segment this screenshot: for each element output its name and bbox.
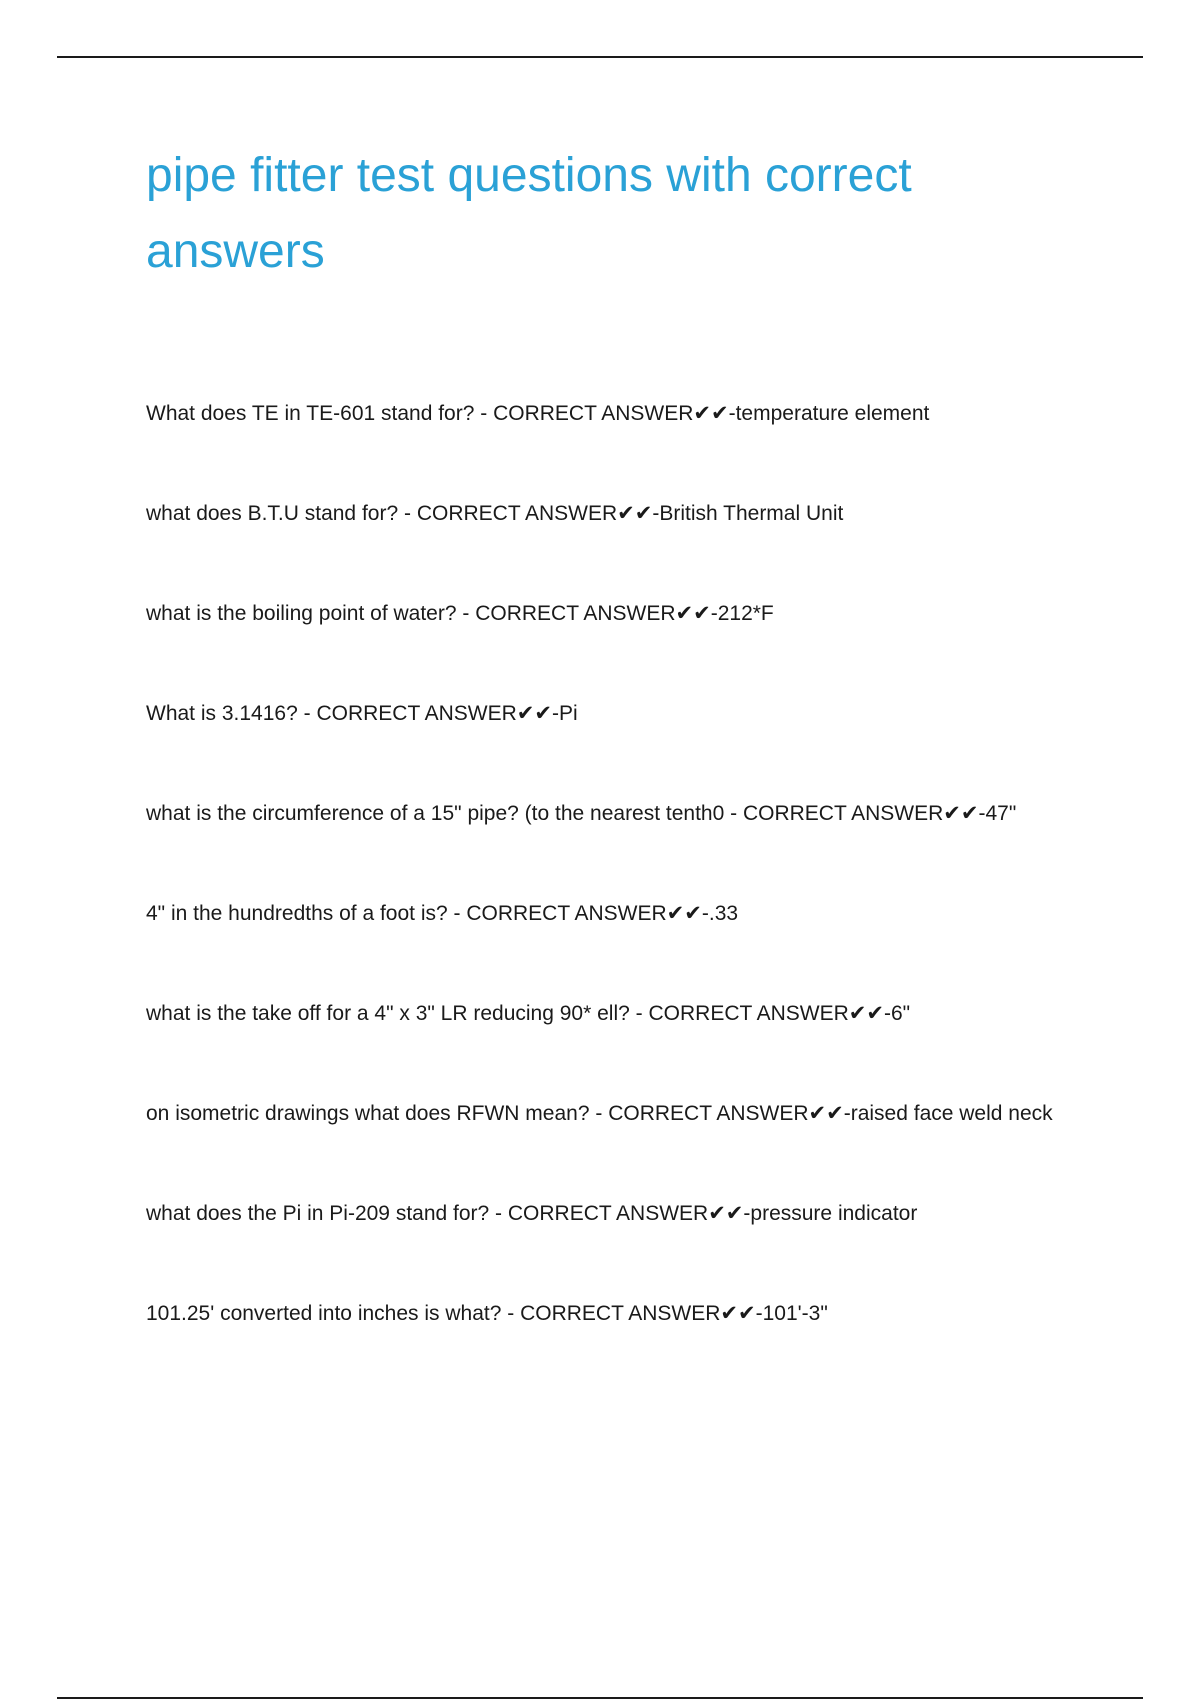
- answer-label: CORRECT ANSWER: [507, 1202, 709, 1225]
- qa-item: 101.25' converted into inches is what? - CORRECT ANSWER✔✔-101'-3": [146, 1302, 828, 1325]
- check-icon: ✔✔: [720, 1302, 756, 1325]
- qa-item: what does the Pi in Pi-209 stand for? - CORRECT ANSWER✔✔-pressure indicator: [146, 1202, 918, 1225]
- question-text: what is the take off for a 4" x 3" LR reducing 90* ell?: [146, 1002, 630, 1025]
- answer-label: CORRECT ANSWER: [475, 602, 676, 625]
- check-icon: ✔✔: [666, 902, 702, 925]
- qa-item: What is 3.1416? - CORRECT ANSWER✔✔-Pi: [146, 702, 578, 725]
- qa-item: what is the take off for a 4" x 3" LR reducing 90* ell? - CORRECT ANSWER✔✔-6": [146, 1002, 911, 1025]
- check-icon: ✔✔: [808, 1102, 844, 1125]
- answer-text: pressure indicator: [750, 1202, 918, 1225]
- question-text: what does B.T.U stand for?: [146, 502, 399, 525]
- qa-item: 4" in the hundredths of a foot is? - CORRECT ANSWER✔✔-.33: [146, 902, 739, 925]
- check-icon: ✔✔: [693, 402, 729, 425]
- answer-label: CORRECT ANSWER: [316, 702, 517, 725]
- check-icon: ✔✔: [516, 702, 552, 725]
- question-text: 4" in the hundredths of a foot is?: [146, 902, 448, 925]
- answer-text: temperature element: [735, 402, 930, 425]
- bottom-divider: [57, 1697, 1143, 1699]
- answer-label: CORRECT ANSWER: [466, 902, 667, 925]
- question-text: what is the circumference of a 15" pipe? (to the nearest tenth0: [146, 802, 725, 825]
- answer-label: CORRECT ANSWER: [742, 802, 944, 825]
- answer-text: Pi: [558, 702, 578, 725]
- answer-text: raised face weld neck: [850, 1102, 1053, 1125]
- question-text: 101.25' converted into inches is what?: [146, 1302, 502, 1325]
- check-icon: ✔✔: [848, 1002, 884, 1025]
- qa-item: what is the circumference of a 15" pipe? (to the nearest tenth0 - CORRECT ANSWER✔✔-47": [146, 802, 1017, 825]
- check-icon: ✔✔: [708, 1202, 744, 1225]
- check-icon: ✔✔: [617, 502, 653, 525]
- question-text: on isometric drawings what does RFWN mean?: [146, 1102, 590, 1125]
- answer-text: 47": [985, 802, 1017, 825]
- check-icon: ✔✔: [675, 602, 711, 625]
- document-title: pipe fitter test questions with correct answers: [146, 149, 912, 278]
- question-text: What is 3.1416?: [146, 702, 298, 725]
- answer-text: British Thermal Unit: [659, 502, 844, 525]
- answer-label: CORRECT ANSWER: [520, 1302, 721, 1325]
- answer-label: CORRECT ANSWER: [608, 1102, 809, 1125]
- qa-item: on isometric drawings what does RFWN mean? - CORRECT ANSWER✔✔-raised face weld neck: [146, 1102, 1053, 1125]
- question-text: what is the boiling point of water?: [146, 602, 457, 625]
- question-text: what does the Pi in Pi-209 stand for?: [146, 1202, 490, 1225]
- answer-label: CORRECT ANSWER: [648, 1002, 849, 1025]
- answer-label: CORRECT ANSWER: [493, 402, 694, 425]
- qa-item: what does B.T.U stand for? - CORRECT ANSWER✔✔-British Thermal Unit: [146, 502, 844, 525]
- top-divider: [57, 56, 1143, 58]
- answer-text: 212*F: [717, 602, 774, 625]
- answer-text: .33: [708, 902, 739, 925]
- question-text: What does TE in TE-601 stand for?: [146, 402, 475, 425]
- check-icon: ✔✔: [943, 802, 979, 825]
- qa-list: [146, 398, 1146, 1398]
- qa-item: what is the boiling point of water? - CORRECT ANSWER✔✔-212*F: [146, 602, 774, 625]
- qa-item: What does TE in TE-601 stand for? - CORRECT ANSWER✔✔-temperature element: [146, 402, 930, 425]
- answer-label: CORRECT ANSWER: [416, 502, 618, 525]
- answer-text: 6": [891, 1002, 911, 1025]
- answer-text: 101'-3": [762, 1302, 828, 1325]
